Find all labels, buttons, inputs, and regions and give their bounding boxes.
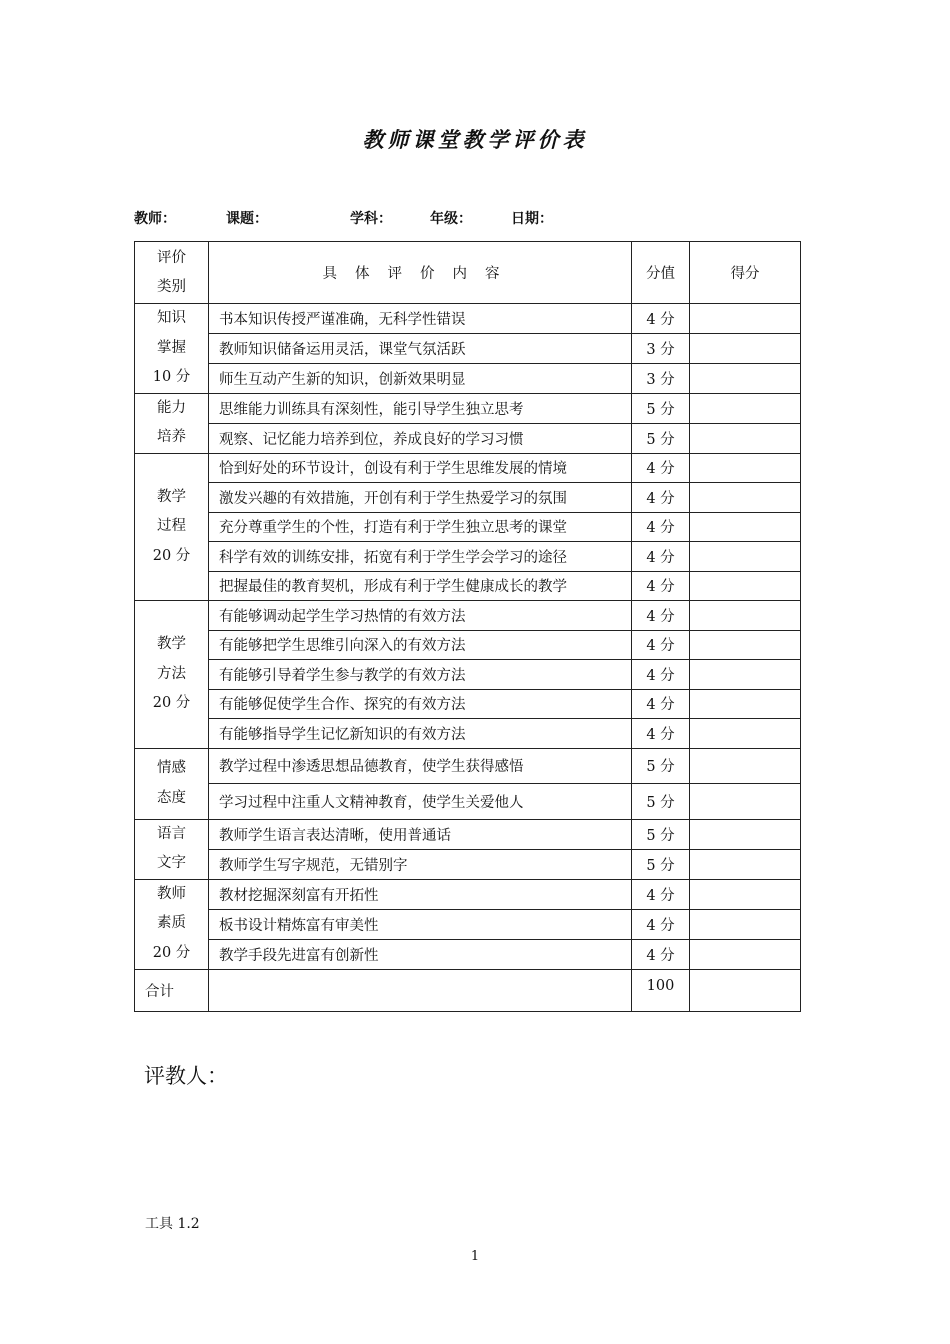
category-line: 教学 [157,636,186,652]
criterion-points: 4 分 [632,689,690,719]
category-line: 培养 [157,429,186,445]
table-row [135,630,801,660]
subject-label: 学科： [350,211,392,227]
criterion-points: 4 分 [632,660,690,690]
criterion-text: 观察、记忆能力培养到位，养成良好的学习习惯 [209,423,632,453]
category-line: 知识 [157,310,186,326]
criterion-points: 3 分 [632,333,690,363]
header-category-line-1: 评价 [157,249,186,266]
date-label: 日期： [511,211,553,227]
category-cell [135,453,209,601]
criterion-text: 激发兴趣的有效措施，开创有利于学生热爱学习的氛围 [209,483,632,513]
table-row [135,784,801,820]
table-row [135,304,801,334]
score-cell[interactable] [690,849,801,879]
table-row [135,571,801,601]
table-row [135,689,801,719]
table-row [135,879,801,909]
category-line: 20 分 [152,547,191,564]
criterion-points: 4 分 [632,512,690,542]
table-row [135,939,801,969]
table-row [135,483,801,513]
category-cell [135,393,209,453]
criterion-text: 教学过程中渗透思想品德教育，使学生获得感悟 [209,748,632,784]
score-cell[interactable] [690,784,801,820]
criterion-points: 4 分 [632,601,690,631]
criterion-text: 有能够把学生思维引向深入的有效方法 [209,630,632,660]
grade-label: 年级： [430,211,472,227]
criterion-points: 3 分 [632,363,690,393]
criterion-text: 思维能力训练具有深刻性，能引导学生独立思考 [209,393,632,423]
header-score: 得分 [690,242,801,304]
criterion-text: 有能够促使学生合作、探究的有效方法 [209,689,632,719]
header-points: 分值 [632,242,690,304]
criterion-text: 学习过程中注重人文精神教育，使学生关爱他人 [209,784,632,820]
table-row [135,909,801,939]
score-cell[interactable] [690,512,801,542]
table-row [135,660,801,690]
criterion-points: 4 分 [632,719,690,749]
category-line: 素质 [157,915,186,932]
criterion-text: 充分尊重学生的个性，打造有利于学生独立思考的课堂 [209,512,632,542]
score-cell[interactable] [690,483,801,513]
evaluator-label: 评教人： [144,1064,228,1088]
category-cell [135,748,209,819]
category-line: 过程 [157,518,186,534]
score-cell[interactable] [690,304,801,334]
table-row [135,453,801,483]
score-cell[interactable] [690,363,801,393]
category-cell [135,879,209,969]
criterion-points: 4 分 [632,909,690,939]
score-cell[interactable] [690,601,801,631]
criterion-text: 教师学生写字规范，无错别字 [209,849,632,879]
category-cell [135,819,209,879]
criterion-points: 5 分 [632,423,690,453]
criterion-text: 教学手段先进富有创新性 [209,939,632,969]
table-row [135,719,801,749]
criterion-text: 师生互动产生新的知识，创新效果明显 [209,363,632,393]
criterion-text: 书本知识传授严谨准确，无科学性错误 [209,304,632,334]
criterion-points: 4 分 [632,939,690,969]
category-cell [135,601,209,749]
category-line: 20 分 [152,695,191,711]
score-cell[interactable] [690,630,801,660]
category-cell [135,304,209,394]
criterion-points: 4 分 [632,571,690,601]
tool-label: 工具 1.2 [145,1216,200,1232]
criterion-points: 4 分 [632,483,690,513]
score-cell[interactable] [690,689,801,719]
total-points: 100 [632,969,690,1011]
topic-label: 课题： [226,211,268,227]
criterion-text: 有能够指导学生记忆新知识的有效方法 [209,719,632,749]
score-cell[interactable] [690,719,801,749]
criterion-points: 4 分 [632,879,690,909]
table-row [135,748,801,784]
total-content-cell [209,969,632,1011]
table-row [135,363,801,393]
criterion-text: 板书设计精炼富有审美性 [209,909,632,939]
header-category [135,242,209,304]
category-line: 掌握 [157,339,186,356]
category-line: 情感 [157,760,186,776]
criterion-points: 5 分 [632,748,690,784]
table-row [135,849,801,879]
header-category-line-2: 类别 [157,278,186,295]
criterion-points: 4 分 [632,304,690,334]
score-cell[interactable] [690,909,801,939]
criterion-text: 有能够引导着学生参与教学的有效方法 [209,660,632,690]
score-cell[interactable] [690,333,801,363]
table-row [135,423,801,453]
teacher-label: 教师： [134,211,176,227]
category-line: 教师 [157,885,186,902]
criterion-points: 5 分 [632,819,690,849]
category-line: 方法 [157,665,186,682]
document-title: 教师课堂教学评价表 [362,127,588,152]
score-cell[interactable] [690,453,801,483]
category-line: 语言 [157,825,186,842]
category-line: 能力 [157,399,186,416]
criterion-text: 教师知识储备运用灵活，课堂气氛活跃 [209,333,632,363]
criterion-points: 4 分 [632,630,690,660]
table-row [135,542,801,572]
table-row [135,819,801,849]
category-line: 20 分 [152,944,191,961]
category-line: 态度 [157,789,186,806]
criterion-points: 4 分 [632,542,690,572]
criterion-text: 教师学生语言表达清晰，使用普通话 [209,819,632,849]
evaluation-table [134,241,801,1012]
total-score-cell[interactable] [690,969,801,1011]
table-row [135,512,801,542]
category-line: 教学 [157,488,186,505]
criterion-text: 教材挖掘深刻富有开拓性 [209,879,632,909]
criterion-text: 恰到好处的环节设计，创设有利于学生思维发展的情境 [209,453,632,483]
category-line: 10 分 [152,369,191,385]
score-cell[interactable] [690,939,801,969]
header-content: 具体评价内容 [209,242,632,304]
score-cell[interactable] [690,571,801,601]
category-line: 文字 [157,855,186,871]
total-label: 合计 [135,969,209,1011]
score-cell[interactable] [690,423,801,453]
criterion-text: 科学有效的训练安排，拓宽有利于学生学会学习的途径 [209,542,632,572]
score-cell[interactable] [690,660,801,690]
total-row [135,969,801,1011]
table-row [135,601,801,631]
table-row [135,393,801,423]
table-header-row [135,242,801,304]
criterion-points: 5 分 [632,849,690,879]
score-cell[interactable] [690,748,801,784]
score-cell[interactable] [690,542,801,572]
score-cell[interactable] [690,819,801,849]
table-row [135,333,801,363]
criterion-points: 5 分 [632,784,690,820]
score-cell[interactable] [690,393,801,423]
criterion-points: 4 分 [632,453,690,483]
page-number: 1 [470,1249,480,1264]
criterion-text: 有能够调动起学生学习热情的有效方法 [209,601,632,631]
criterion-text: 把握最佳的教育契机，形成有利于学生健康成长的教学 [209,571,632,601]
score-cell[interactable] [690,879,801,909]
criterion-points: 5 分 [632,393,690,423]
